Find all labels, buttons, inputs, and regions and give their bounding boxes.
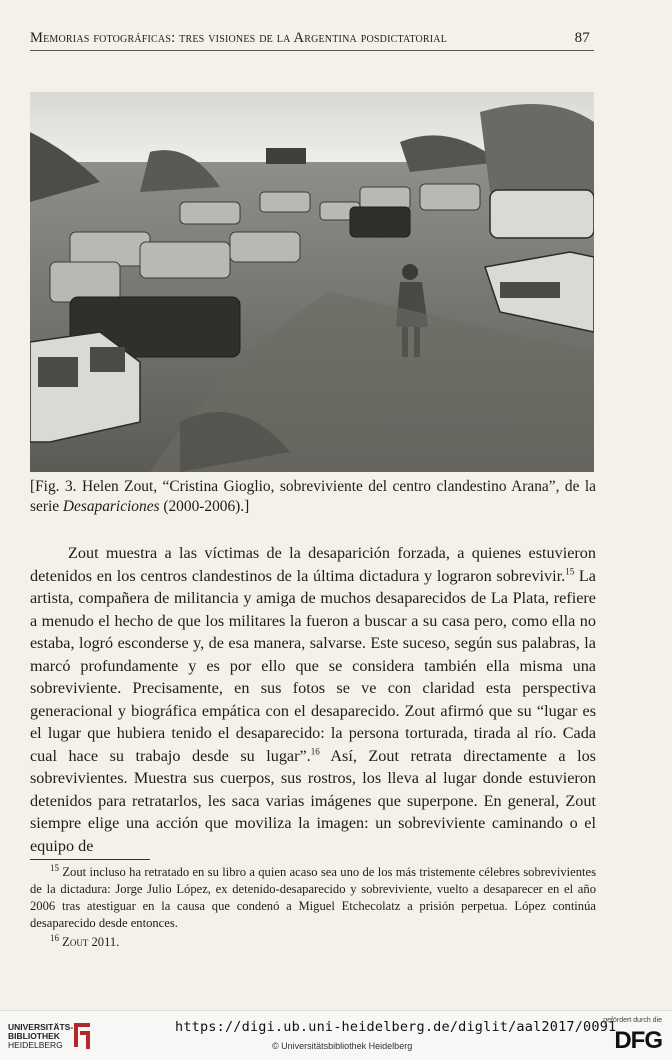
library-name-line: UNIVERSITÄTS- xyxy=(8,1022,74,1032)
footnote-reference-15[interactable]: 15 xyxy=(565,566,575,577)
page-number: 87 xyxy=(574,30,590,46)
photo-illustration xyxy=(30,92,594,472)
library-name-line: HEIDELBERG xyxy=(8,1040,63,1050)
dfg-caption: gefördert durch die xyxy=(603,1017,662,1024)
footnote-author: Zout xyxy=(62,935,89,949)
library-logo-icon xyxy=(70,1021,94,1051)
dfg-logo: DFG xyxy=(614,1027,662,1054)
digitization-footer xyxy=(0,1010,672,1060)
body-paragraph xyxy=(30,542,596,857)
running-head-title: Memorias fotográficas: tres visiones de la Argentina posdictatorial xyxy=(30,30,447,46)
body-text-segment: Así, Zout retrata directamente a los sobrevivientes. Muestra sus cuerpos, sus rostros, los lleva al lugar donde estuvieron detenidos para retratarlos, les saca varias imágenes que superpone. En general, Zout siempre elige una acción que moviliza la imagen: un sobreviviente caminando o el equipo de xyxy=(30,746,596,855)
footnote-15 xyxy=(30,864,596,932)
footnote-number: 15 xyxy=(50,862,59,873)
permalink-url[interactable]: https://digi.ub.uni-heidelberg.de/diglit/aal2017/0091 xyxy=(175,1019,617,1035)
footnote-reference-16[interactable]: 16 xyxy=(310,746,320,757)
footnote-16 xyxy=(30,934,596,951)
caption-series-title: Desapariciones xyxy=(62,498,160,515)
library-name-line: BIBLIOTHEK xyxy=(8,1031,60,1041)
running-head xyxy=(30,30,594,51)
copyright-notice: © Universitätsbibliothek Heidelberg xyxy=(272,1041,413,1051)
footnote-text: Zout incluso ha retratado en su libro a quien acaso sea uno de los más tristemente célebres sobrevivientes de la dictadura: Jorge Julio López, ex detenido-desaparecido y sobreviviente, vuelto a desaparecer en el año 2006 tras atestiguar en la causa que condenó a Miguel Etchecolatz a prisión perpetua. López continúa desaparecido desde entonces. xyxy=(30,865,596,930)
footnote-number: 16 xyxy=(50,932,59,943)
figure-photograph xyxy=(30,92,594,472)
figure-caption xyxy=(30,477,596,517)
footnote-divider xyxy=(30,859,150,860)
footnote-year: 2011. xyxy=(88,935,120,949)
library-logo-text xyxy=(8,1023,73,1050)
body-text xyxy=(30,542,596,857)
body-text-segment: Zout muestra a las víctimas de la desaparición forzada, a quienes estuvieron detenidos en los centros clandestinos de la última dictadura y lograron sobrevivir. xyxy=(30,544,596,585)
body-text-segment: La artista, compañera de militancia y amiga de muchos desaparecidos de La Plata, refiere a menudo el hecho de que los militares la fueron a buscar a su casa pero, como ella no estaba, logró esconderse y, de esa manera, salvarse. Este suceso, según sus palabras, la marcó profundamente y es por ello que se considera también ella misma una sobreviviente. Precisamente, en sus fotos se ve con claridad esta perspectiva generacional y biográfica empática con el desaparecido. Zout afirmó que su “lugar es el lugar que hubiera tenido el desaparecido: la persona torturada, tirada al río. Cada cual hace su trabajo desde su lugar”. xyxy=(30,566,596,765)
caption-suffix: (2000-2006).] xyxy=(159,498,250,515)
footnotes xyxy=(30,864,596,953)
caption-prefix: [Fig. 3. Helen Zout, “Cristina Gioglio, sobreviviente del centro clandestino Arana”, de la serie xyxy=(30,478,596,515)
